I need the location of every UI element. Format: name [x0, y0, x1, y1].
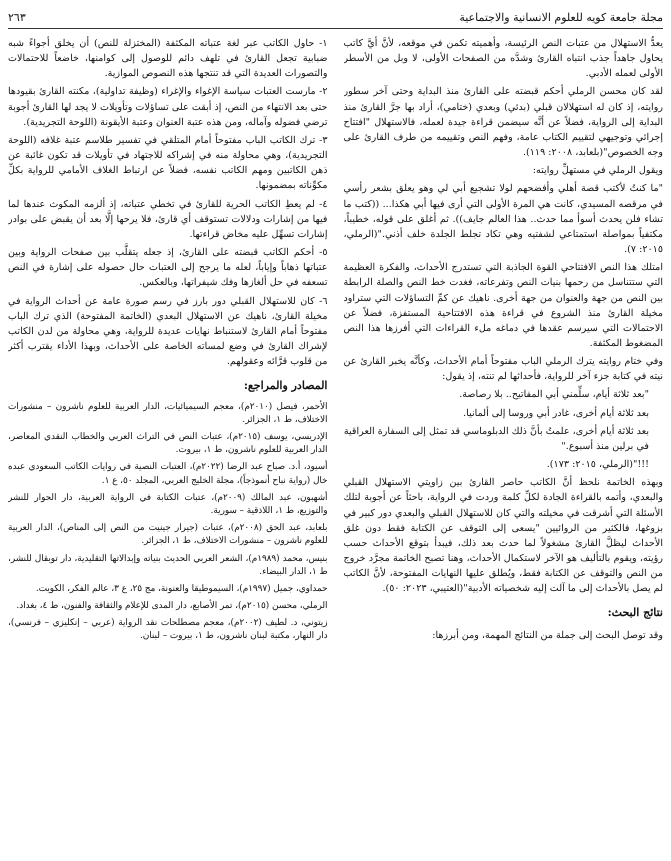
results-heading: نتائج البحث: — [607, 606, 663, 620]
reference-item: أشهبون، عبد المالك (٢٠٠٩م)، عتبات الكتابة في الرواية العربية، دار الحوار للنشر والتوزيع، ط ١، اللاذقية – سورية. — [8, 492, 328, 516]
reference-item: الرملي، محسن (٢٠١٥م)، تمر الأصابع، دار المدى للإعلام والثقافة والفنون، ط ٤، بغداد. — [16, 601, 328, 612]
reference-item: بنيس، محمد (١٩٨٩م)، الشعر العربي الحديث بنياته وإبدالاتها التقليدية، دار توبقال للنشر، ط ١، الدار البيضاء. — [8, 553, 328, 577]
quote-line: "بعد ثلاثة أيام، سلِّمني أبي المفاتيح.. بلا رصاصة. — [459, 389, 649, 401]
quote-line: !!!"(الرملي، ٢٠١٥: ١٧٣). — [546, 459, 649, 471]
paragraph: وبهذه الخاتمة نلحظ أنَّ الكاتب حاصر القارئ بين زاويتي الاستهلال القبلي والبعدي، وأتمه بالقراءة الجادة لكلِّ كلمة وردت في الرواية، باحثاً عن أجوبة لتلك الأسئلة التي أشرقت في مخيلته والتي كان للاستهلال القبلي والبعدي دور كبير في بزوغها، فالكثير من الروائيين "يسعى إلى التوقف عن الكتابة فقط دون غلق الأحداث ليظلَّ القارئ مشغولاً لما حدث بعد ذلك، فيبدأ بتوقع الأحداث حسب رؤيته، ويقوم بالتأليف هو الآخر لاستكمال الأحداث، وهنا تصبح الخاتمة مجرَّد خروج من النص والتوقف عن الكتابة فقط، ويُطلق عليها النهايات المفتوحة، لأنَّ الكاتب لم يصل بالأحداث إلى ما آلت إليه شخصياته الأدبية"(العتيبي، ٢٠٢٣: ٥٠). — [343, 477, 663, 595]
paragraph: لقد كان محسن الرملي أحكم قبضته على القارئ منذ البداية وحتى آخر سطور روايته، إذ كان له استهلالان قبلي (بدئي) وبعدي (ختامي)، أراد بها جرَّ القارئ منذ البداية إلى الرواية، فضلاً عن أنَّه سيضمن قراءة جيدة لعمله، فالاستهلال "افتتاح إجرائي وتوجيهي لتقييم الكتاب عامة، وفهم النص وتقييمه من طرف القارئ على وجه الخصوص"(بلعابد، ٢٠٠٨: ١١٩). — [343, 86, 663, 159]
reference-item: زيتوني، د. لطيف (٢٠٠٢م)، معجم مصطلحات نقد الرواية (عربي – إنكليزي – فرنسي)، دار النهار، مكتبة لبنان ناشرون، ط ١، بيروت – لبنان. — [8, 618, 328, 642]
result-item: ٣- ترك الكاتب الباب مفتوحاً أمام المتلقي في تفسير طلاسم عتبة غلافه (اللوحة التجريدية)، وهي محاولة منه في إشراكه للاجتهاد في تأويلات قد تكون غائبة عن ذهن الكاتبين ومهم الكاتب نفسه، فضلاً عن ارتباط الغلاف الأمامي للرواية بكلِّ مكوِّناته بمضمونها. — [8, 134, 328, 192]
reference-item: بلعابد، عبد الحق (٢٠٠٨م)، عتبات (جيرار جينيت من النص إلى المناص)، الدار العربية للعلوم ناشرون – منشورات الاختلاف، ط ١، الجزائر. — [8, 523, 328, 547]
reference-item: الإدريسي، يوسف (٢٠١٥م)، عتبات النص في التراث العربي والخطاب النقدي المعاصر، الدار العربية للعلوم ناشرون، ط ١، بيروت. — [8, 432, 328, 456]
paragraph: وفي ختام روايته يترك الرملي الباب مفتوحاً أمام الأحداث، وكأنَّه يخبر القارئ عن نيته في كتابة جزء آخر للرواية، فأحداثها لم تنته، إذ يقول: — [343, 356, 663, 383]
quote-line: بعد ثلاثة أيام أخرى، غادر أبي وروسا إلى ألمانيا. — [463, 407, 649, 419]
journal-title: مجلة جامعة كويه للعلوم الانسانية والاجتماعية — [459, 10, 663, 24]
result-item: ٢- مارست العتبات سياسة الإغواء والإغراء (وظيفة تداولية)، مكنته القارئ بقيودها حتى بعد الانتهاء من النص، إذ أبقت على تساؤلات وتأويلات لا يجد لها القارئ أجوبة ترضي فضوله وآماله، ومن هذه عتبة العنوان وعتبة الأيقونة (اللوحة التجريدية). — [8, 86, 328, 128]
quotation: "ما كنتُ لأكتب قصة أهلي وأفضحهم لولا تشجيع أبي لي وهو يعلق بشعر رأسي في مرقصه المسيدي، كانت هي المرة الأولى التي أرى فيها أبي هكذا... ((كتب ما تشاء فلن يحدث أسوأ مما حدث.. هذا العالم جايف)). ثم أغلق على قوله، خطيباً، مكتفياً بمواصلة استمتاعي لشفتيه وهي تكاد تجلط الجلدة خلف أذني."(الرملي، ٢٠١٥: ٧). — [343, 183, 663, 256]
paragraph: امتلك هذا النص الافتتاحي القوة الجاذبة التي تستدرج الأحداث، والفكرة العظيمة التي ستتناسل من رحمها بنيات النص وتفرعاته، فغدت خط النص والصلة الرابطة بين النص من جهة والعنوان من جهة أخرى. ناهيك عن كمِّ التساؤلات التي ستراود مخيلة القارئ منذ الشروع في قراءة هذه الافتتاحية المستفزة، فضلاً عن الاحتمالات التي سيرسم عقدها في دماغه ملء القراءات التي أفرزها هذا النص المضغوط المكثفة. — [343, 262, 663, 349]
text-columns — [8, 36, 663, 857]
result-item: ٤- لم يعطِ الكاتب الحرية للقارئ في تخطي عتباته، إذ ألزمه المكوث عندها لما فيها من إشارات ودلالات تستوقف أي قارئ، فلا يرحها إلَّا بعد أن يقبض على بوادر إشارات تسهِّل عليه مخاض قراءتها. — [8, 198, 328, 240]
paragraph: يعدُّ الاستهلال من عتبات النص الرئيسة، وأهميته تكمن في موقعه، لأنَّ أيَّ كاتب يحاول جاهداً جذب انتباه القارئ وشدَّه من الصفحات الأولى، لا وبل من الأسطر الأولى لعمله الأدبي. — [343, 38, 663, 80]
references-list — [8, 401, 328, 644]
left-column — [8, 36, 328, 857]
page-number: ٢٦٣ — [8, 10, 26, 24]
quote-line: بعد ثلاثة أيام أخرى، علمتُ بأنَّ ذلك الدبلوماسي قد تمثل إلى السفارة العراقية في برلين منذ أسبوع." — [343, 425, 649, 452]
results-intro: وقد توصل البحث إلى جملة من النتائج المهمة، ومن أبرزها: — [432, 629, 663, 641]
reference-item: الأحمر، فيصل (٢٠١٠م)، معجم السيميائيات، الدار العربية للعلوم ناشرون – منشورات الاختلاف، ط ١، الجزائر. — [8, 401, 328, 425]
paragraph: ويقول الرملي في مستهلِّ روايته: — [532, 165, 663, 177]
reference-item: أسيود، أ.د. صباح عبد الرضا (٢٠٢٢م)، العتبات النصية في روايات الكاتب السعودي عبده خال (رواية نباح أنموذجاً)، مجلة الخليج العربي، المجلد ٥٠، ع ١. — [8, 462, 328, 486]
result-item: ٦- كان للاستهلال القبلي دور بارز في رسم صورة عامة عن أحداث الرواية في مخيلة القارئ، ناهيك عن الاستهلال البعدي (الخاتمة المفتوحة) الذي ترك الباب مفتوحاً أمام القارئ لاستنباط نهايات عديدة للرواية، وهي محاولة من لدن الكاتب لإشراك القارئ في وضع لمساته الخاصة على الأحداث، وبهذا الأداء يقترب أكثر من قلوب قرَّائه وعقولهم. — [8, 295, 328, 368]
references-heading: المصادر والمراجع: — [243, 379, 328, 393]
result-item: ٥- أحكم الكاتب قبضته على القارئ، إذ جعله يتقلَّب بين صفحات الرواية وبين عتباتها ذهاباً وإياباً، لعله ما يرجح إلى العتبات حال حصوله على إشارة في النص تسعفه في حل ألغازها وفك شيفراتها، وبالعكس. — [8, 247, 328, 289]
result-item: ١- حاول الكاتب عبر لغة عتباته المكثفة (المختزلة للنص) أن يخلق أجواءً شبه ضبابية تجعل القارئ في تلهف دائم للوصول إلى كوامنها، خاضعاً للاحتمالات والتصورات العديدة التي قد تنتجها هذه النصوص الموازية. — [8, 38, 328, 80]
reference-item: حمداوي، جميل (١٩٩٧م)، السيموطيقا والعنونة، مج ٢٥، ع ٣، عالم الفكر، الكويت. — [35, 583, 328, 594]
page-header — [8, 6, 663, 29]
right-column — [344, 36, 664, 857]
